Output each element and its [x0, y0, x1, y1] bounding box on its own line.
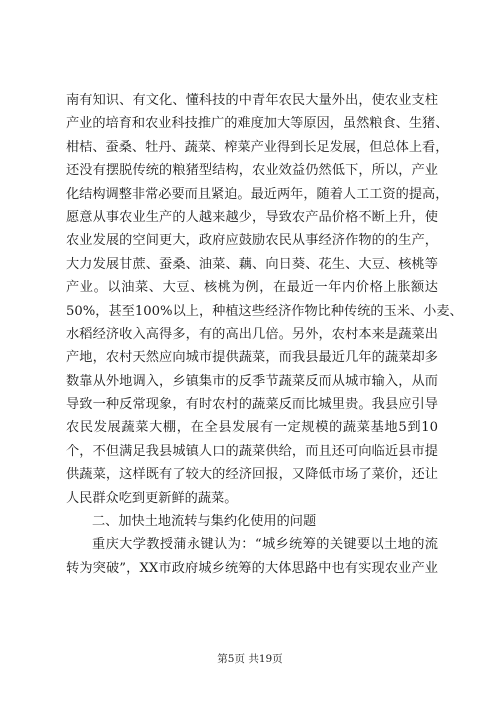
text-line: 大力发展甘蔗、蚕桑、油菜、藕、向日葵、花生、大豆、核桃等: [66, 256, 438, 272]
text-line: 产业。以油菜、大豆、核桃为例，在最近一年内价格上胀额达: [66, 280, 438, 296]
text-line: 南有知识、有文化、懂科技的中青年农民大量外出，使农业支柱: [66, 93, 438, 108]
text-line: 数靠从外地调入，乡镇集市的反季节蔬菜反而从城市输入，从而: [66, 373, 438, 389]
page-footer: 第5页 共19页: [217, 653, 283, 665]
text-line: 还没有摆脱传统的粮猪型结构，农业效益仍然低下，所以，产业: [66, 163, 438, 179]
text-line: 愿意从事农业生产的人越来越少，导致农产品价格不断上升，使: [66, 209, 438, 225]
text-line: 转为突破”，XX市政府城乡统筹的大体思路中也有实现农业产业: [66, 560, 438, 576]
text-line: 水稻经济收入高得多，有的高出几倍。另外，农村本来是蔬菜出: [66, 326, 438, 342]
section-heading: 二、加快土地流转与集约化使用的问题: [92, 514, 317, 530]
text-line: 农业发展的空间更大，政府应鼓励农民从事经济作物的的生产，: [66, 233, 438, 249]
text-line: 柑桔、蚕桑、牡丹、蔬菜、榨菜产业得到长足发展，但总体上看，: [66, 139, 449, 155]
text-line: 化结构调整非常必要而且紧迫。最近两年，随着人工工资的提高，: [66, 186, 449, 202]
text-line: 导致一种反常现象，有时农村的蔬菜反而比城里贵。我县应引导: [66, 397, 438, 413]
text-line: 50%，甚至100%以上，种植这些经济作物比种传统的玉米、小麦、: [66, 303, 463, 319]
text-line: 人民群众吃到更新鲜的蔬菜。: [66, 490, 238, 506]
text-line: 个，不但满足我县城镇人口的蔬菜供给，而且还可向临近县市提: [66, 443, 438, 459]
text-line: 重庆大学教授蒲永键认为：“城乡统筹的关键要以土地的流: [92, 537, 438, 553]
body-text: [66, 89, 463, 580]
text-line: 农民发展蔬菜大棚，在全县发展有一定规模的蔬菜基地5到10: [66, 420, 438, 436]
text-line: 产地，农村天然应向城市提供蔬菜，而我县最近几年的蔬菜却多: [66, 350, 438, 366]
text-line: 供蔬菜，这样既有了较大的经济回报，又降低市场了菜价，还让: [66, 467, 438, 483]
text-line: 产业的培育和农业科技推广的难度加大等原因，虽然粮食、生猪、: [66, 116, 449, 132]
